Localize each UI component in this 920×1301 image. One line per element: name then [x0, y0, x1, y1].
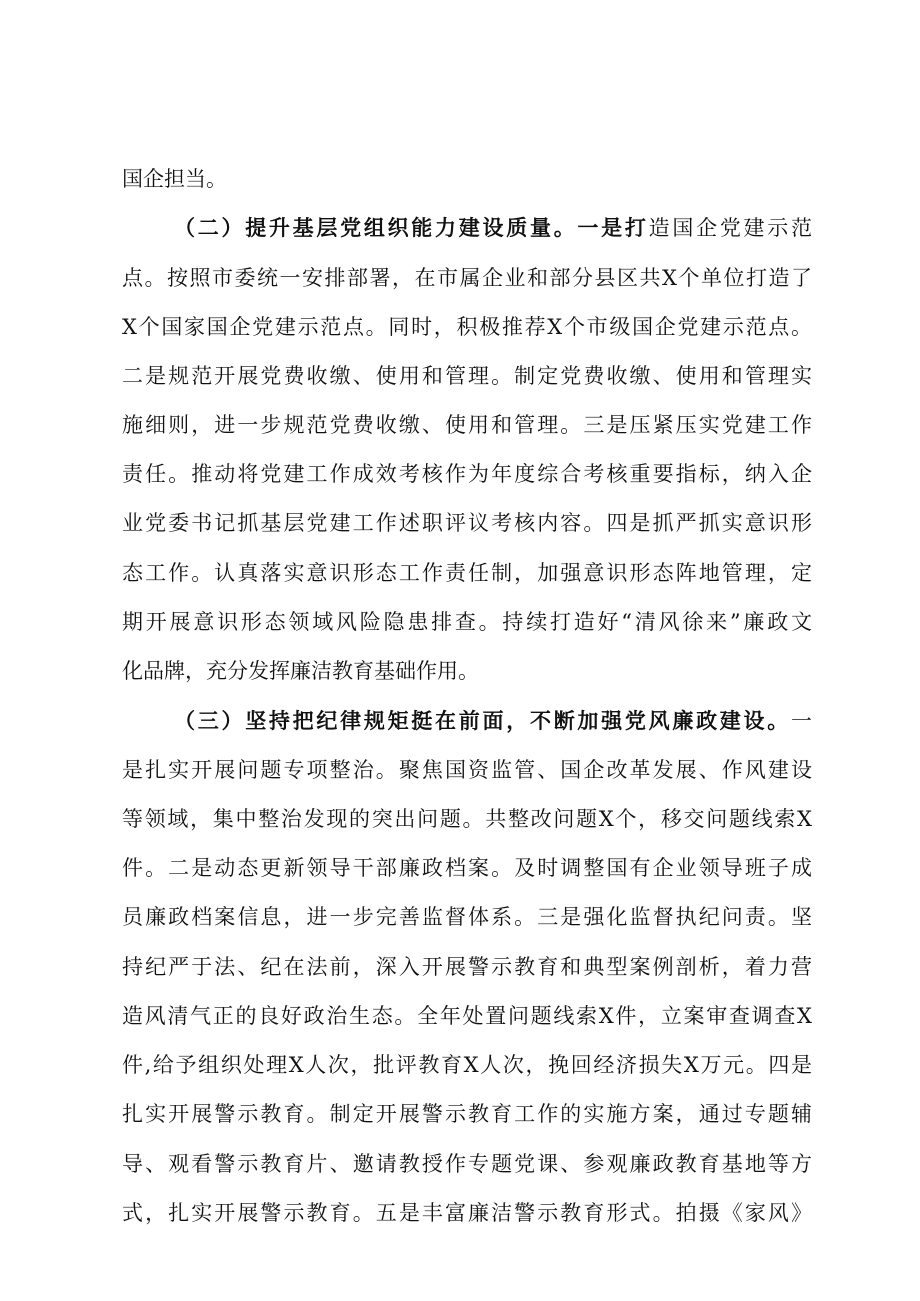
paragraph-line — [122, 1051, 812, 1079]
paragraph-line — [122, 1002, 812, 1030]
paragraph-line — [122, 756, 812, 784]
paragraph-line — [122, 411, 812, 439]
text-run: 造风清气正的良好政治生态。全年处置问题线索X件，立案审查调查X — [122, 1004, 812, 1028]
paragraph-line — [122, 657, 812, 685]
text-run: 等领域，集中整治发现的突出问题。共整改问题X个，移交问题线索X — [122, 807, 812, 831]
text-run: 二是规范开展党费收缴、使用和管理。制定党费收缴、使用和管理实 — [122, 364, 812, 388]
paragraph-line — [122, 165, 812, 193]
text-run: 责任。推动将党建工作成效考核作为年度综合考核重要指标，纳入企 — [122, 462, 812, 486]
paragraph-line — [122, 953, 812, 981]
paragraph-line — [122, 608, 812, 636]
text-run: 态工作。认真落实意识形态工作责任制，加强意识形态阵地管理，定 — [122, 561, 812, 585]
paragraph-line — [174, 214, 812, 242]
paragraph-line — [122, 1100, 812, 1128]
text-run: 员廉政档案信息，进一步完善监督体系。三是强化监督执纪问责。坚 — [122, 905, 812, 929]
text-run: 施细则，进一步规范党费收缴、使用和管理。三是压紧压实党建工作 — [122, 413, 812, 437]
text-run: X个国家国企党建示范点。同时，积极推荐X个市级国企党建示范点。 — [122, 315, 812, 339]
paragraph-line — [122, 509, 812, 537]
paragraph-line — [122, 264, 812, 292]
text-run: 点。按照市委统一安排部署，在市属企业和部分县区共X个单位打造了 — [122, 266, 812, 290]
text-run: 业党委书记抓基层党建工作述职评议考核内容。四是抓严抓实意识形 — [122, 511, 812, 535]
text-run: 扎实开展警示教育。制定开展警示教育工作的实施方案，通过专题辅 — [122, 1102, 812, 1126]
text-run: 造国企党建示范 — [648, 216, 812, 240]
text-run: 期开展意识形态领域风险隐患排查。持续打造好“清风徐来”廉政文 — [122, 610, 812, 634]
text-run: 件。二是动态更新领导干部廉政档案。及时调整国有企业领导班子成 — [122, 856, 812, 880]
text-run: 化品牌，充分发挥廉洁教育基础作用。 — [122, 659, 479, 683]
text-run: 件,给予组织处理X人次，批评教育X人次，挽回经济损失X万元。四是 — [122, 1053, 812, 1077]
text-run: 一 — [791, 709, 812, 733]
paragraph-line — [122, 1150, 812, 1178]
paragraph-line — [122, 313, 812, 341]
section-heading: （三）坚持把纪律规矩挺在前面，不断加强党风廉政建设。 — [174, 708, 791, 733]
paragraph-line — [122, 460, 812, 488]
paragraph-line — [122, 362, 812, 390]
paragraph-line — [122, 903, 812, 931]
paragraph-line — [122, 854, 812, 882]
text-run: 国企担当。 — [122, 167, 227, 191]
text-run: 式，扎实开展警示教育。五是丰富廉洁警示教育形式。拍摄《家风》 — [122, 1201, 812, 1225]
section-heading: （二）提升基层党组织能力建设质量。一是打 — [174, 215, 649, 240]
paragraph-line — [122, 805, 812, 833]
paragraph-line — [122, 559, 812, 587]
text-run: 持纪严于法、纪在法前，深入开展警示教育和典型案例剖析，着力营 — [122, 955, 812, 979]
paragraph-line — [174, 707, 812, 735]
text-run: 是扎实开展问题专项整治。聚焦国资监管、国企改革发展、作风建设 — [122, 758, 812, 782]
paragraph-line — [122, 1199, 812, 1227]
text-run: 导、观看警示教育片、邀请教授作专题党课、参观廉政教育基地等方 — [122, 1152, 812, 1176]
